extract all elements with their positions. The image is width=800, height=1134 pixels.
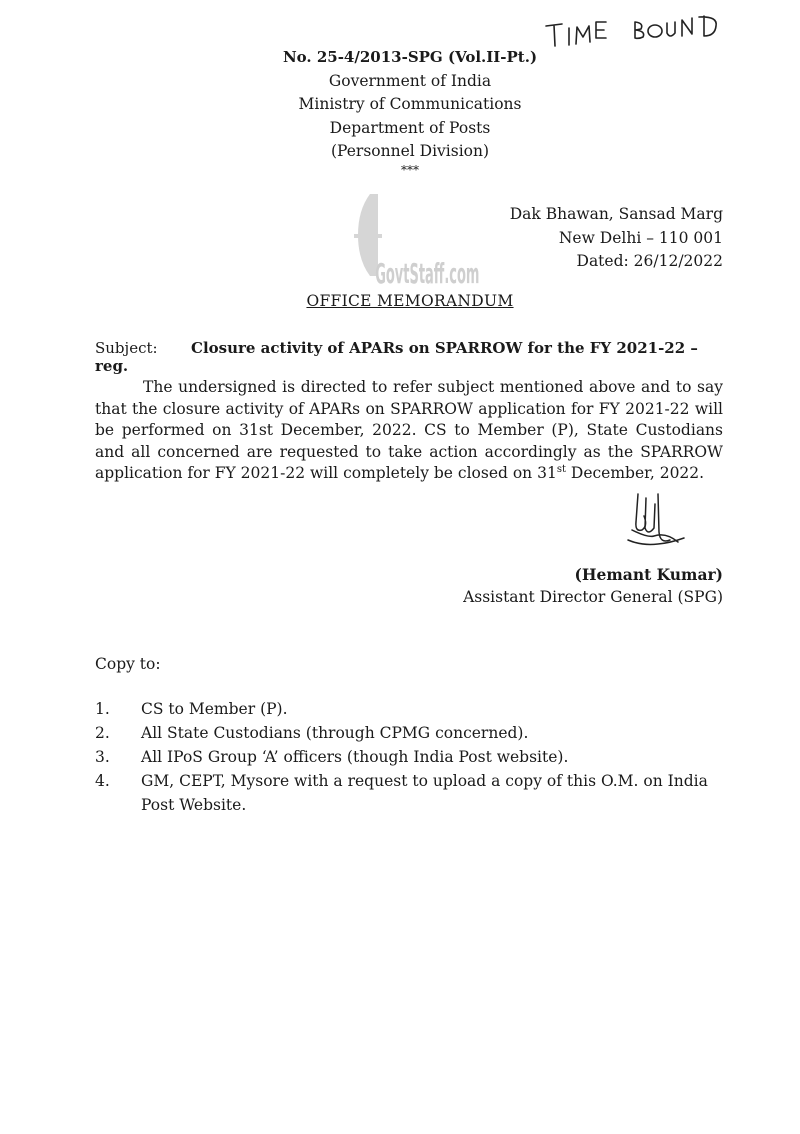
letterhead [220,46,600,176]
list-item-text: All IPoS Group ‘A’ officers (though India Post website). [141,748,569,766]
body-superscript: st [556,463,566,475]
address-line-1: Dak Bhawan, Sansad Marg [509,205,723,223]
handwritten-note [540,8,730,50]
date-line: Dated: 26/12/2022 [576,252,723,270]
signatory-designation: Assistant Director General (SPG) [463,588,723,606]
signatory-block [403,563,723,609]
list-item-number: 4. [95,772,110,790]
body-part-1: The undersigned is directed to refer subject mentioned above and to say that the closure activity of APARs on SPARROW application for FY 2021-22 will be performed on 31st December, 2022. CS to Member (P), State Custodians and all concerned are requested to take action accordingly as the SPARROW application for FY 2021-22 will completely be closed on 31 [95,378,723,482]
government-line: Government of India [328,71,492,90]
list-item-text: GM, CEPT, Mysore with a request to upload a copy of this O.M. on India Post Website. [141,772,708,814]
department-line: Department of Posts [329,118,491,137]
list-item [95,697,735,721]
division-line: (Personnel Division) [330,142,490,160]
subject-text: Closure activity of APARs on SPARROW for the FY 2021-22 – reg. [95,339,698,375]
list-item-number: 3. [95,748,110,766]
signature [618,488,690,558]
memo-title: OFFICE MEMORANDUM [306,292,514,310]
address-line-2: New Delhi – 110 001 [558,228,723,247]
subject-label: Subject: [95,339,158,357]
file-number: No. 25-4/2013-SPG (Vol.II-Pt.) [282,48,538,66]
handwritten-time-bound [540,8,730,50]
body-paragraph [95,377,723,485]
address-block [423,203,723,274]
copy-to-label: Copy to: [95,655,161,673]
list-item [95,745,735,769]
watermark-text: GovtStaff.com [375,259,480,291]
signatory-name: (Hemant Kumar) [574,565,723,584]
list-item-text: All State Custodians (through CPMG concerned). [141,724,529,742]
copy-to-list [95,697,735,817]
signature-mark [618,488,690,558]
body-part-2: December, 2022. [565,464,705,482]
list-item-text: CS to Member (P). [141,700,288,718]
list-item [95,721,735,745]
list-item [95,769,735,817]
separator-stars: *** [401,162,419,177]
list-item-number: 2. [95,724,110,742]
list-item-number: 1. [95,700,110,718]
subject-line [95,339,735,375]
ministry-line: Ministry of Communications [298,95,522,113]
